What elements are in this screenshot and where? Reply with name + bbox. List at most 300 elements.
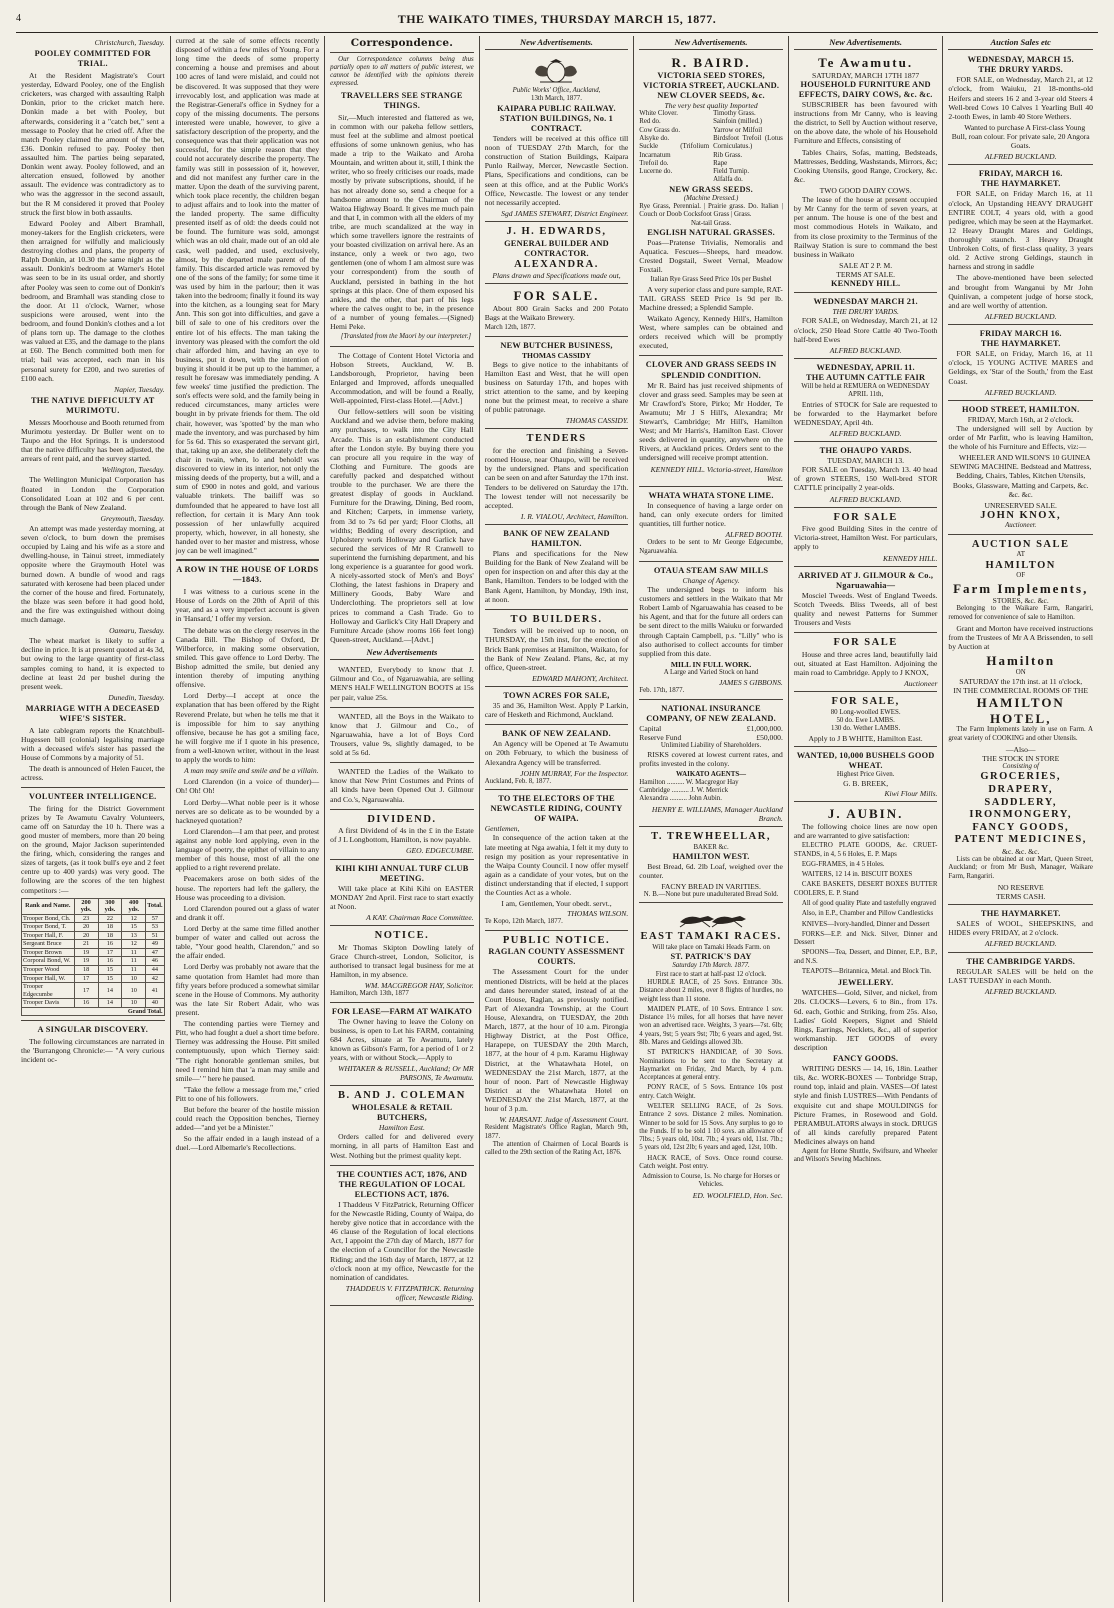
score-table [21, 898, 165, 1017]
ad-text: Five good Building Sites in the centre of Victoria-street, Hamilton West. For particulars, apply to [793, 524, 938, 552]
table-cell: 15 [122, 923, 146, 932]
ad-subtitle: THE DRURY YARDS. [832, 307, 899, 317]
table-cell: Trooper Hall, F. [22, 931, 75, 940]
grand-total-label: Grand Total. [22, 1007, 165, 1016]
ad-text: FOR SALE, on Wednesday, March 21, at 12 o'clock, from Waiuku, 21 18-months-old Heifers and steers 16 2 and 3-year old Steers 4 Well-bred Cows 10 Calves 1 Yearling Bull 40 2-tooth Ewes, in lamb 40 Store Wethers. [948, 75, 1093, 121]
ad-subtitle: VICTORIA SEED STORES, VICTORIA STREET, AUCKLAND. [642, 70, 780, 90]
advertisement [794, 295, 938, 359]
section-heading: New Advertisements. [794, 36, 938, 50]
ad-signature: WHITAKER & RUSSELL, Auckland; Or MR PARSONS, Te Awamutu. [338, 1064, 474, 1083]
agent-line: Cambridge .......... J. W. Merrick [639, 787, 729, 795]
plate-item: EGG-FRAMES, in 4 5 Holes. [801, 860, 885, 868]
ad-title: BANK OF NEW ZEALAND. [502, 729, 611, 739]
advertisement [639, 829, 783, 904]
advertisement [948, 537, 1093, 905]
ad-title: WANTED, 10,000 BUSHELS GOOD WHEAT. [796, 750, 935, 770]
dateline: Dunedin, Tuesday. [108, 692, 165, 702]
seed-item: Sainfoin (milled.) [713, 118, 763, 126]
ad-text: An Agency will be Opened at Te Awamutu on 20th February, to which the business of Alexandra Agency will be transferred. [484, 739, 629, 767]
table-cell: 51 [146, 931, 164, 940]
ad-signature: Apply to J B WHITE, Hamilton East. [808, 733, 923, 743]
ad-heading: JEWELLERY. [837, 978, 894, 988]
ad-subtitle: GENERAL BUILDER AND CONTRACTOR. [504, 238, 609, 258]
article-paragraph: The Wellington Municipal Corporation has floated in London the Corporation Consolidated Loan at 102 and 6 per cent. through the Bank of New Zealand. [21, 475, 165, 512]
ad-text: AT [1016, 551, 1025, 559]
headline: THE NATIVE DIFFICULTY AT MURIMOTU. [30, 395, 155, 415]
ad-heading: HAMILTON HOTEL, [976, 695, 1065, 726]
ad-text: THE STOCK IN STORE [982, 754, 1060, 764]
advertisement [485, 792, 629, 931]
column-2-news [171, 36, 326, 1602]
column-6-advertisements [789, 36, 944, 1602]
ad-title: FOR SALE, [831, 696, 900, 708]
advertisement [794, 694, 938, 747]
advertisement [948, 907, 1093, 952]
table-cell: Trooper Brown [22, 948, 75, 957]
seed-item: Suckle (Trifolium Incarnatum [639, 143, 710, 159]
seed-list-right [713, 110, 783, 185]
ad-subtitle: BAKER &c. [693, 843, 729, 851]
ad-text: FOR SALE, on Wednesday, March 21, at 12 o'clock, 250 Head Store Cattle 40 Two-Tooth half-bred Ewes [793, 316, 938, 344]
table-cell: Trooper Davis [22, 999, 75, 1008]
table-cell: 41 [146, 983, 164, 999]
table-cell: Trooper Wood [22, 966, 75, 975]
ad-signature: KENNEDY HILL. Victoria-street, Hamilton West. [650, 464, 783, 483]
ad-place: Resident Magistrate's Office Raglan, March 9th, 1877. [484, 1124, 629, 1140]
ad-text: Plans and specifications for the New Building for the Bank of New Zealand will be open for inspection on and after this day at the Bank, Hamilton. Tenders to be lodged with the Bank Agent, Hamilton, by Monday, 19th inst, at noon. [484, 549, 629, 604]
ad-subtitle: THE DRURY YARDS. [978, 65, 1063, 75]
advertisement [485, 933, 629, 1163]
table-cell: 20 [74, 923, 98, 932]
ad-title: J. H. EDWARDS, [506, 225, 607, 237]
advertisement [485, 53, 629, 222]
ad-text: Consisting of [1002, 763, 1039, 771]
advertisement [639, 358, 783, 486]
ad-day: ST. PATRICK'S DAY [670, 952, 752, 962]
advertisement [639, 905, 783, 1202]
table-cell: 14 [98, 999, 122, 1008]
table-cell: 40 [146, 999, 164, 1008]
ad-signature: ED. WOOLFIELD, Hon. Sec. [692, 1190, 783, 1200]
table-cell: 20 [74, 931, 98, 940]
ad-signature: ALFRED BUCKLAND. [829, 428, 902, 438]
section-heading: Correspondence. [330, 36, 474, 53]
ad-text: Tenders will be received at this office till noon of TUESDAY 27th March, for the construction of Station Buildings, Kaipara Punlo Railway, Mercer, Newcastle Section. Plans, Specifications and conditions, can be seen at this office, and at the Public Work's Office, Newcastle. The lowest or any tender not necessarily accepted. [484, 133, 629, 207]
ad-signature: KENNEDY HILL. [830, 279, 901, 289]
plate-goods-list [794, 842, 938, 976]
plate-item: KNIVES—Ivory-handled, Dinner and Dessert [801, 920, 930, 928]
ad-text: REGULAR SALES will be held on the LAST TUESDAY in each Month. [948, 966, 1093, 985]
headline: POOLEY COMMITTED FOR TRIAL. [34, 49, 151, 69]
ad-date: SATURDAY, MARCH 17TH 1877 [812, 70, 920, 80]
ad-text: The undersigned will sell by Auction by order of Mr Parfitt, who is leaving Hamilton, the whole of his Furniture and Effects, viz:— [948, 423, 1093, 452]
advertisement [794, 635, 938, 692]
ad-text: In consequence of the action taken at the late meeting at Nga awahia, I felt it my duty to resign my position as your representative in the Waipa County Council. I now offer myself again as a candidate of your votes, but on the distinct understanding that if elected, I support the Counties Act as a whole. [484, 833, 629, 898]
seed-item: Alfalfa do. [713, 176, 743, 184]
seed-item: Alsyke do. [639, 134, 670, 142]
score-table-header [22, 898, 165, 914]
ad-title: NEW BUTCHER BUSINESS, [500, 340, 613, 350]
table-cell: 13 [122, 931, 146, 940]
ad-text: Plans drawn and Specifications made out, [492, 271, 621, 281]
ad-date: TUESDAY, MARCH 13. [827, 456, 905, 466]
advertisement [330, 928, 474, 1002]
advertisement [485, 286, 629, 336]
ad-title: OTAUA STEAM SAW MILLS [653, 565, 769, 575]
table-cell: 16 [74, 999, 98, 1008]
ad-title: WEDNESDAY, APRIL 11. [816, 362, 915, 372]
seed-list [639, 110, 783, 185]
score-column-header: 200 yds. [74, 898, 98, 914]
capital-label: Capital [639, 723, 662, 733]
score-column-header: 300 yds. [98, 898, 122, 914]
article-paragraph: The firing for the District Government prizes by Te Awamutu Cavalry Volunteers, came off on Saturday the 10 h. There was a good muster of members, more than 20 being on the ground, Major Jackson superintended the firing, which, considering the ranges and sizes of targets, (as it took bull's eye and 2 feet centre up to 400 yards) was very good. The following are the scores of the ten highest competitors :— [21, 803, 165, 895]
article-paragraph: The following circumstances are narrated in the 'Burrangong Chronicle:— "A very curious incident oc- [21, 1037, 165, 1065]
advertisement [948, 327, 1093, 401]
ad-text: Mosciel Tweeds. West of England Tweeds. Scotch Tweeds. Bliss Tweeds, all of best quality and newest Patterns for Summer Trousers and Vests [793, 590, 938, 628]
ad-text: Begs to give notice to the inhabitants of Hamilton East and West, that he will open business on Saturday 17th, and hopes with strict attention to the same, and by keeping none but the primest meat, to receive a share of public patronage. [484, 359, 629, 415]
table-cell: 18 [98, 923, 122, 932]
ad-subtitle: THE HAYMARKET. [980, 179, 1061, 189]
table-row [22, 974, 165, 983]
ad-text: Poas—Pratense Trivialis, Nemoralis and Aquatica. Fescues—Sheeps, hard meadow. Crested Dogstail, Sweet Vernal, Meadow Foxtail. [639, 237, 783, 275]
ad-place: Kiwi Flour Mills. [884, 789, 938, 799]
race-entry: HURDLE RACE, of 25 Sovs. Entrance 30s. Distance about 2 miles, over 8 flights of hurdles, no weight less than 11 stone. [639, 979, 783, 1003]
ad-heading: NEW GRASS SEEDS. [669, 184, 753, 194]
ad-title: HOOD STREET, HAMILTON. [962, 404, 1080, 414]
advertisement [485, 612, 629, 687]
masthead [16, 6, 1098, 33]
section-heading: New Advertisements [330, 646, 474, 660]
ad-place: HAMILTON WEST. [672, 851, 750, 861]
capital-value: £1,000,000. [746, 723, 783, 733]
ad-date: Feb. 17th, 1877. [639, 687, 685, 695]
ad-title: FOR SALE [833, 511, 898, 523]
advertisement [330, 765, 474, 809]
column-3-correspondence [325, 36, 480, 1602]
ad-note: Agent for Home Shuttle, Swiftsure, and Wheeler and Wilson's Sewing Machines. [793, 1148, 938, 1164]
ad-text: I Thaddeus V FitzPatrick, Returning Officer for the Newcastle Riding, County of Waipa, do hereby give notice that in accordance with the 46 clause of the Regulation of local elections Act, I appoint the 27th day of March, 1877 for the election of a Councillor for the Newcastle Riding; and the 16th day of March, 1877, at 12 o'clock noon at my office, Newcastle for the nomination of candidates. [330, 1199, 474, 1282]
ad-title: NOTICE. [374, 930, 430, 942]
seed-item: Red do. [639, 118, 661, 126]
advertisement [948, 167, 1093, 325]
ad-text: WANTED the Ladies of the Waikato to know that New Print Costumes and Prints of all kinds have been Opened Out J. Gilmour and Co.'s, Ngaruawahia. [330, 767, 474, 804]
ad-text: MILL IN FULL WORK. [670, 659, 752, 669]
agent-line: Alexandra .......... John Aubin. [639, 795, 722, 803]
ad-signature: ALFRED BOOTH. [725, 530, 783, 540]
table-cell: 17 [74, 974, 98, 983]
table-cell: 19 [74, 948, 98, 957]
column-5-advertisements [634, 36, 789, 1602]
ad-text: WHEELER AND WILSON'S 10 GUINEA SEWING MACHINE. Bedstead and Mattress, Bedding, Chairs, Tables, Kitchen Utensils, Books, Glassware, Matting and Carpets, &c. &c. &c. [950, 453, 1092, 499]
agent-line: Hamilton .......... W. Macgregor Hay [639, 778, 739, 786]
divider [21, 787, 165, 788]
royal-arms-illustration [530, 58, 582, 84]
ad-signature: JOHN KNOX, [980, 509, 1062, 521]
race-entry: WELTER SELLING RACE, of 2s Sovs. Entrance 2 sovs. Distance 2 miles. Nomination. Winner to be sold for 15 Sovs. Any surplus to go to the Funds. If to be sold 1 10 sovs. an allowance of 7lbs.; 5 years old, 10st. 7lb.; 4 years old, 11st. 7lb.; 5 years old, 12st 2lb; 6 years and aged, 12st, 10lb. [639, 1102, 783, 1152]
table-cell: 18 [74, 966, 98, 975]
headline: MARRIAGE WITH A DECEASED WIFE'S SISTER. [25, 704, 160, 723]
ad-title: Te Awamutu. [818, 55, 914, 71]
table-row [22, 957, 165, 966]
race-entry: ST PATRICK'S HANDICAP, of 30 Sovs. Nominations to be sent to the Secretary at Haymarket on Friday, 2nd March, by 4 p.m. Acceptances at general entry. [639, 1049, 783, 1082]
table-cell: 19 [74, 957, 98, 966]
advertisement [485, 339, 629, 430]
article-paragraph: The contending parties were Tierney and Pitt, who had fought a duel a short time before. Tierney was addressing the House. Pitt smiled contemptuously, upon which Tierney said: "The right honorable gentleman smiles, but need I remind him that 'a man may smile and smile—' " here he paused. [175, 1019, 320, 1083]
ad-subtitle: HOUSEHOLD FURNITURE AND EFFECTS, DAIRY COWS, &c. &c. [798, 79, 933, 99]
dateline: Wellington, Tuesday. [101, 465, 165, 475]
race-entry: HACK RACE, of Sovs. Once round course. Catch weight. Post entry. [639, 1154, 783, 1170]
ad-title: WEDNESDAY MARCH 21. [813, 297, 918, 307]
sheep-line: 130 do. Wether LAMBS. [831, 725, 901, 733]
table-row [22, 999, 165, 1008]
ad-title: DIVIDEND. [367, 813, 437, 825]
table-cell: 23 [74, 914, 98, 923]
ad-signature: JOHN MURRAY, For the Inspector. [520, 768, 629, 778]
plate-item: ELECTRO PLATE GOODS, &c. CRUET-STANDS, in 4, 5 6 Holes, E. P. Maps [793, 842, 938, 858]
ad-subtitle: THE AUTUMN CATTLE FAIR [806, 372, 926, 382]
ad-text: NO RESERVE [997, 882, 1044, 892]
ad-text: Wanted to purchase A First-class Young Bull, roan colour. For private sale, 20 Angora Goats. [951, 122, 1090, 151]
headline: TRAVELLERS SEE STRANGE THINGS. [341, 90, 463, 110]
ad-name: THOMAS CASSIDY [521, 350, 591, 360]
advertisement [485, 431, 629, 524]
table-row [22, 914, 165, 923]
page-number: 4 [16, 13, 22, 24]
ad-text: First race to start at half-past 12 o'clock. [655, 970, 767, 978]
ad-title: R. BAIRD. [671, 55, 751, 71]
ad-heading: NEW CLOVER SEEDS, &c. [657, 90, 765, 100]
ad-text: In consequence of having a large order on hand, can only execute orders for limited quantities, till further notice. [639, 500, 783, 529]
ad-date: March 12th, 1877. [484, 324, 536, 332]
ad-title: TO THE ELECTORS OF THE NEWCASTLE RIDING, COUNTY OF WAIPA. [490, 794, 623, 824]
ad-subtitle: WHOLESALE & RETAIL BUTCHERS, [351, 1103, 453, 1123]
ad-title: THE CAMBRIDGE YARDS. [966, 956, 1076, 966]
ad-text: Entries of STOCK for Sale are requested to be forwarded to the Haymarket before WEDNESDAY, April 4th. [793, 399, 938, 427]
advertisement [330, 710, 474, 764]
column-1-news [16, 36, 171, 1602]
ad-subtitle: THE HAYMARKET. [980, 339, 1061, 349]
article-paragraph: A late cablegram reports the Knatchbull-Hugessen bill (colonial) legalising marriage with a deceased wife's sister has passed the House of Commons by a majority of 51. [21, 725, 165, 763]
ad-text: OF [1016, 572, 1026, 580]
seed-item: Cow Grass do. [639, 126, 681, 134]
ad-text: A Large and Varied Stock on hand [663, 669, 759, 677]
advertisement [330, 812, 474, 860]
advertisement [330, 862, 474, 927]
seed-item: Timothy Grass. [713, 110, 756, 118]
ad-signature: W. HARSANT. Judge of Assessment Court. [499, 1115, 629, 1125]
ad-text: TERMS AT SALE. [836, 270, 895, 280]
advertisement [794, 804, 938, 1169]
ad-signature: GEO. EDGECUMBE. [406, 846, 474, 856]
advertisement [794, 53, 938, 293]
table-row [22, 923, 165, 932]
ad-heading: ENGLISH NATURAL GRASSES. [647, 227, 775, 237]
ad-title: CLOVER AND GRASS SEEDS IN SPLENDID CONDITION. [645, 360, 777, 380]
ad-title: FOR LEASE—FARM AT WAIKATO [331, 1006, 473, 1016]
ad-text: SATURDAY the 17th inst. at 11 o'clock, [959, 676, 1083, 686]
ad-heading: WAIKATO AGENTS— [676, 770, 747, 778]
dateline: Christchurch, Tuesday. [94, 38, 165, 47]
advertisement [330, 663, 474, 707]
ad-text: TWO GOOD DAIRY COWS. [819, 186, 912, 196]
ad-note: N. B.—None but pure unadulterated Bread Sold. [643, 891, 779, 899]
sheep-list [794, 709, 938, 734]
advertisement [794, 569, 938, 634]
article-paragraph: Messrs Moorhouse and Booth returned from Murimotu yesterday. Dr Buller went on to Taupo and the Hot Springs. It is understood that the native difficulty has been adjusted, the arrears of rent paid, and the survey started. [21, 417, 165, 464]
advertisement [794, 510, 938, 567]
table-row [22, 966, 165, 975]
ad-title: TOWN ACRES FOR SALE, [503, 691, 610, 700]
table-cell: 12 [122, 914, 146, 923]
advertisement [639, 489, 783, 562]
columns [16, 36, 1098, 1602]
article-paragraph: Edward Pooley and Albert Bramhall, money-takers for the English cricketers, were then arraigned for wilfully and maliciously destroying clothes and plans, the property of Ralph Donkin, at 10.30 the same night as the assault. Donkin's bedroom at Warner's Hotel was seen to be in its usual order, and shortly after Pooley was seen to come out of Donkin's bedroom, and Bramhall was standing close to the door. At 11 o'clock, Warner, whose suspicions were aroused, went into the bedroom, and found Donkin's clothes and a lot of plans torn up. The damage to the clothes was valued at £35, and the damage to the plans at £60. The Bench committed both men for trial; bail was accepted, each man in his personal surety for £200, and two sureties of £100 each. [21, 218, 165, 383]
score-column-header: Rank and Name. [22, 898, 75, 914]
ad-title: TENDERS [526, 433, 587, 445]
table-cell: Trooper Hall, W. [22, 974, 75, 983]
ad-text: House and three acres land, beautifully laid out, situated at East Hamilton. Adjoining the main road to Cambridge. Apply to J KNOX, [793, 649, 938, 678]
ad-text: Best Bread, 6d. 2lb Loaf, weighed over the counter. [639, 861, 783, 880]
section-heading: New Advertisements. [639, 36, 783, 50]
ad-text: A first Dividend of 4s in the £ in the Estate of J L Longbottom, Hamilton, is now payable. [330, 826, 474, 845]
advertisement [330, 1088, 474, 1165]
ad-signature: ALFRED BUCKLAND. [984, 152, 1057, 162]
ad-place: ALEXANDRA. [514, 258, 599, 270]
table-cell: Trooper Bond, T. [22, 923, 75, 932]
ad-title: WEDNESDAY, MARCH 15. [967, 55, 1074, 65]
ad-title: KIHI KIHI ANNUAL TURF CLUB MEETING. [335, 863, 469, 883]
ad-place: HAMILTON [985, 559, 1056, 571]
dateline: Greymouth, Tuesday. [100, 513, 165, 523]
editor-note: Our Correspondence columns being thus partially open to all matters of public interest, we cannot be identified with the opinions therein expressed. [330, 55, 474, 88]
ad-title: PUBLIC NOTICE. [502, 934, 611, 946]
advertisement [485, 727, 629, 790]
letter-note: [Translated from the Maori by our interpreter.] [340, 333, 472, 341]
article-paragraph: Peacemakers arose on both sides of the house. The reporters had left the gallery, the House was proceeding to a division. [175, 874, 320, 902]
seed-item: Yarrow or Milfoil [713, 126, 763, 134]
ad-title: AUCTION SALE [971, 538, 1070, 550]
ad-note: The above-mentioned have been selected and brought from Wanganui by Mr John Quinlivan, a competent judge of horse stock, and are well worthy of attention. [948, 273, 1093, 310]
ad-text: RISKS covered at lowest current rates, and profits invested in the colony. [639, 750, 783, 769]
score-column-header: Total. [146, 898, 164, 914]
table-cell: 17 [98, 948, 122, 957]
ad-signature: ALFRED BUCKLAND. [984, 311, 1057, 321]
ad-text: WRITING DESKS — 14, 16, 18in. Leather tils, &c. WORK-BOXES — Tonbridge Strap, round top, inlaid and plain. VASES—Of latest style and finish LUSTRES—With Pendants of exquisite cut and shape MOULDINGS for Picture Frames, in Rosewood and Gold. PERAMBULATORS always in stock. DRUGS of all kinds carefully prepared Patent Medicines always on hand [793, 1064, 938, 1147]
stock-goods-list [948, 771, 1093, 847]
advertisement [794, 361, 938, 442]
ad-text: 35 and 36, Hamilton West. Apply P Larkin, care of Hesketh and Richmond, Auckland. [484, 701, 629, 720]
dateline: Napier, Tuesday. [114, 384, 165, 394]
score-table-body [22, 914, 165, 1016]
ad-title: B. AND J. COLEMAN [337, 1090, 466, 1102]
ad-signature: ALFRED BUCKLAND. [829, 345, 902, 355]
ad-date: 13th March, 1877. [531, 95, 582, 103]
ad-title: FOR SALE [833, 637, 898, 649]
ad-signature: Auctioneer [904, 679, 938, 689]
table-cell: 11 [122, 966, 146, 975]
ad-text: Belonging to the Waikare Farm, Rangariri, removed for convenience of sale to Hamilton. [948, 605, 1093, 621]
table-cell: 16 [98, 940, 122, 949]
table-cell: 10 [122, 974, 146, 983]
ad-text: The Owner having to leave the Colony on business, is open to Let his FARM, containing 684 Acres, situate at Te Awamutu, lately known as Gibson's Farm, for a period of 1 or 2 years, with or without Stock,—Apply to [330, 1016, 474, 1063]
stock-good: IRONMONGERY, [969, 809, 1073, 821]
advertisement [485, 527, 629, 610]
verse-quote: A man may smile and smile and be a villain. [184, 766, 319, 776]
table-cell: Trooper Bond, Ch. [22, 914, 75, 923]
article-paragraph: But before the bearer of the hostile mission could reach the Opposition benches, Tierney added—"and yet be a Minister." [175, 1105, 320, 1133]
plate-item: TEAPOTS—Britannica, Metal. and Block Tin. [801, 967, 932, 975]
ad-text: Tenders will be received up to noon, on THURSDAY, the 15th inst, for the erection of Brick Bank premises at Hamilton, Waikato, for the Bank of New Zealand. Plans, &c, at my office, Queen-street. [484, 626, 629, 672]
divider [330, 346, 474, 347]
score-column-header: 400 yds. [122, 898, 146, 914]
table-row [22, 931, 165, 940]
table-cell: 14 [98, 983, 122, 999]
article-paragraph: So the affair ended in a laugh instead of a duel.—Lord Albemarle's Recollections. [175, 1134, 320, 1153]
ad-text: SALE AT 2 P. M. [839, 260, 893, 270]
ad-heading: Hamilton [986, 653, 1056, 669]
headline: A SINGULAR DISCOVERY. [37, 1025, 149, 1035]
ad-text: WANTED, all the Boys in the Waikato to know that J. Gilmour and Co., of Ngaruawahia, have a lot of Boys Cord Trousers, value 9s, slightly damaged, to be sold at 5s 6d. [330, 711, 474, 758]
ad-text: for the erection and finishing a Seven-roomed House, near Ohaupo, will be received by the undersigned. Plans and specification can be seen on and after Saturday the 17th inst. Tenders to be delivered on Saturday the 17th. The lowest tender will not necessarily be accepted. [484, 446, 629, 510]
stock-good: FANCY GOODS, [972, 821, 1070, 833]
ad-office: Public Works' Office, Auckland, [512, 87, 601, 95]
ad-text: FACNY BREAD IN VARITIES. [661, 882, 761, 892]
table-cell: 11 [122, 948, 146, 957]
letter-text: Sir,—Much interested and flattered as we, in common with our pakeha fellow settlers, must feel at the sublime and almost poetical effusions of some unknown genius, who has made a trip to the Waikato and Aroha Mountain, and written about it, still, I think the writer, who so freely criticises our roads, made mostly by private subscriptions, should, if he has not already done so, send a cheque for a handsome amount to the Chairman of the Waitoa Highway Board. It gives me much pain and that I, in common with all the elders of my tribe, are much scandalized at the way in which some travellers ignore the restraints of your boasted civilization on arrival here. As an instance, only a week or two ago, two gentlemen (one of whom I am almost sure was your correspondent) from the south of Auckland, persisted in bathing in the hot springs at this place. One of them exposed his ankles, and the other, that part of his legs where the calves ought to be, in the presence of a number of young females.—(Signed) Hemi Peke. [330, 112, 474, 332]
stock-good: PATENT MEDICINES, [954, 834, 1087, 846]
plate-item: SPOONS—Tea, Dessert, and Dinner, E.P., B.P., and N.S. [793, 949, 938, 965]
article-paragraph: The wheat market is likely to suffer a decline in price. It is at present quoted at 4s 3d, but owing to the large quantity of first-class samples coming to hand, it is expected to decline at least 2d per bushel during the present week. [21, 636, 165, 691]
ad-date: Te Kopo, 12th March, 1877. [484, 918, 563, 926]
ad-signature: ALFRED BUCKLAND. [984, 387, 1057, 397]
ad-text: The Assessment Court for the under mentioned Districts, will be held at the places and dates hereunder stated, instead of at the Court House, Raglan, as previously notified. Part of Alexandra Township, at the Court House, Alexandra, on TUESDAY, the 20th March, 1877, at the hour of 10 a.m. Pirongia Highway District, at the Post Office, Harapepe, on TUESDAY the 20th March, 1877, at the hour of 4 p.m. Karamu Highway District, at the Whatawhata Hotel, on WEDNESDAY the 21st March, 1877, at the hour of noon. Part of Newcastle Highway District at the Whatawhata Hotel on WEDNESDAY the 21st March, 1877, at the hour of 3 p.m. [484, 967, 629, 1114]
table-cell: 11 [122, 957, 146, 966]
plate-item: WAITERS, 12 14 in. BISCUIT BOXES [801, 871, 913, 879]
race-entry: MAIDEN PLATE, of 10 Sovs. Entrance 1 sov. Distance 1½ miles, for all horses that have never won an advertised race. Weights, 3 years—7st. 6lb; 4 years, 9st; 5 years 9st; 7lb; 6 years and aged, 9st. 8lb. Mares and Geldings allowed 3lb. [639, 1005, 783, 1046]
ad-text: Orders called for and delivered every morning, in all parts of Hamilton East and West. Nothing but the primest quality kept. [330, 1132, 474, 1160]
table-row [22, 940, 165, 949]
race-entry: PONY RACE, of 5 Sovs. Entrance 10s post entry. Catch Weight. [639, 1084, 783, 1100]
ad-subtitle: Change of Agency. [682, 575, 740, 585]
ad-text: SALES of WOOL, SHEEPSKINS, and HIDES every FRIDAY, at 2 o'clock. [948, 919, 1093, 938]
ad-text: Mr Thomas Skipton Dowling lately of Grace Church-street, London, Solicitor, is authorised to transact legal business for me at Hamilton, in my absence. [330, 942, 474, 980]
ad-note: Admission to Course, 1s. No charge for Horses or Vehicles. [642, 1173, 780, 1189]
table-cell: Corporal Bond, W. [22, 957, 75, 966]
headline: A ROW IN THE HOUSE OF LORDS—1843. [176, 565, 319, 585]
ad-text: A very superior class and pure sample, RAT-TAIL GRASS SEED Price 1s 9d per lb. Machine dressed; a Splendid Sample. [639, 284, 783, 312]
advertisement [948, 955, 1093, 999]
table-cell: 17 [74, 983, 98, 999]
headline: VOLUNTEER INTELLIGENCE. [29, 791, 157, 801]
ad-text: The following choice lines are now open and are warranted to give satisfaction: [793, 822, 938, 841]
divider [176, 559, 320, 561]
seed-item: White Clover. [639, 110, 678, 118]
ad-signature: ALFRED BUCKLAND. [984, 986, 1057, 996]
masthead-title: THE WAIKATO TIMES, THURSDAY MARCH 15, 1877. [397, 12, 717, 26]
ad-signature: G. B. BREEK, [843, 779, 889, 789]
ad-signature: EDWARD MAHONY, Architect. [532, 673, 629, 683]
table-cell: 57 [146, 914, 164, 923]
table-cell: Sergeant Bruce [22, 940, 75, 949]
ad-signature: ALFRED BUCKLAND. [984, 939, 1057, 949]
ad-date: FRIDAY, March 16th, at 2 o'clock. [967, 414, 1074, 424]
ad-text: Italian Rye Grass Seed Price 10s per Bushel [650, 276, 772, 284]
advertisement [948, 403, 1093, 535]
ad-text: WATCHES—Gold, Silver, and nickel, from 20s. CLOCKS—Levers, 6 to 8in., from 17s. 6d. each, Gothic and Striking, from 25s. Also, Ladies' Gold Keepers, Signet and Shield Rings, Earrings, Necklets, &c., all of superior workmanship. JET GOODS of every description [793, 988, 938, 1052]
advertisement [485, 689, 629, 725]
table-cell: 21 [74, 940, 98, 949]
